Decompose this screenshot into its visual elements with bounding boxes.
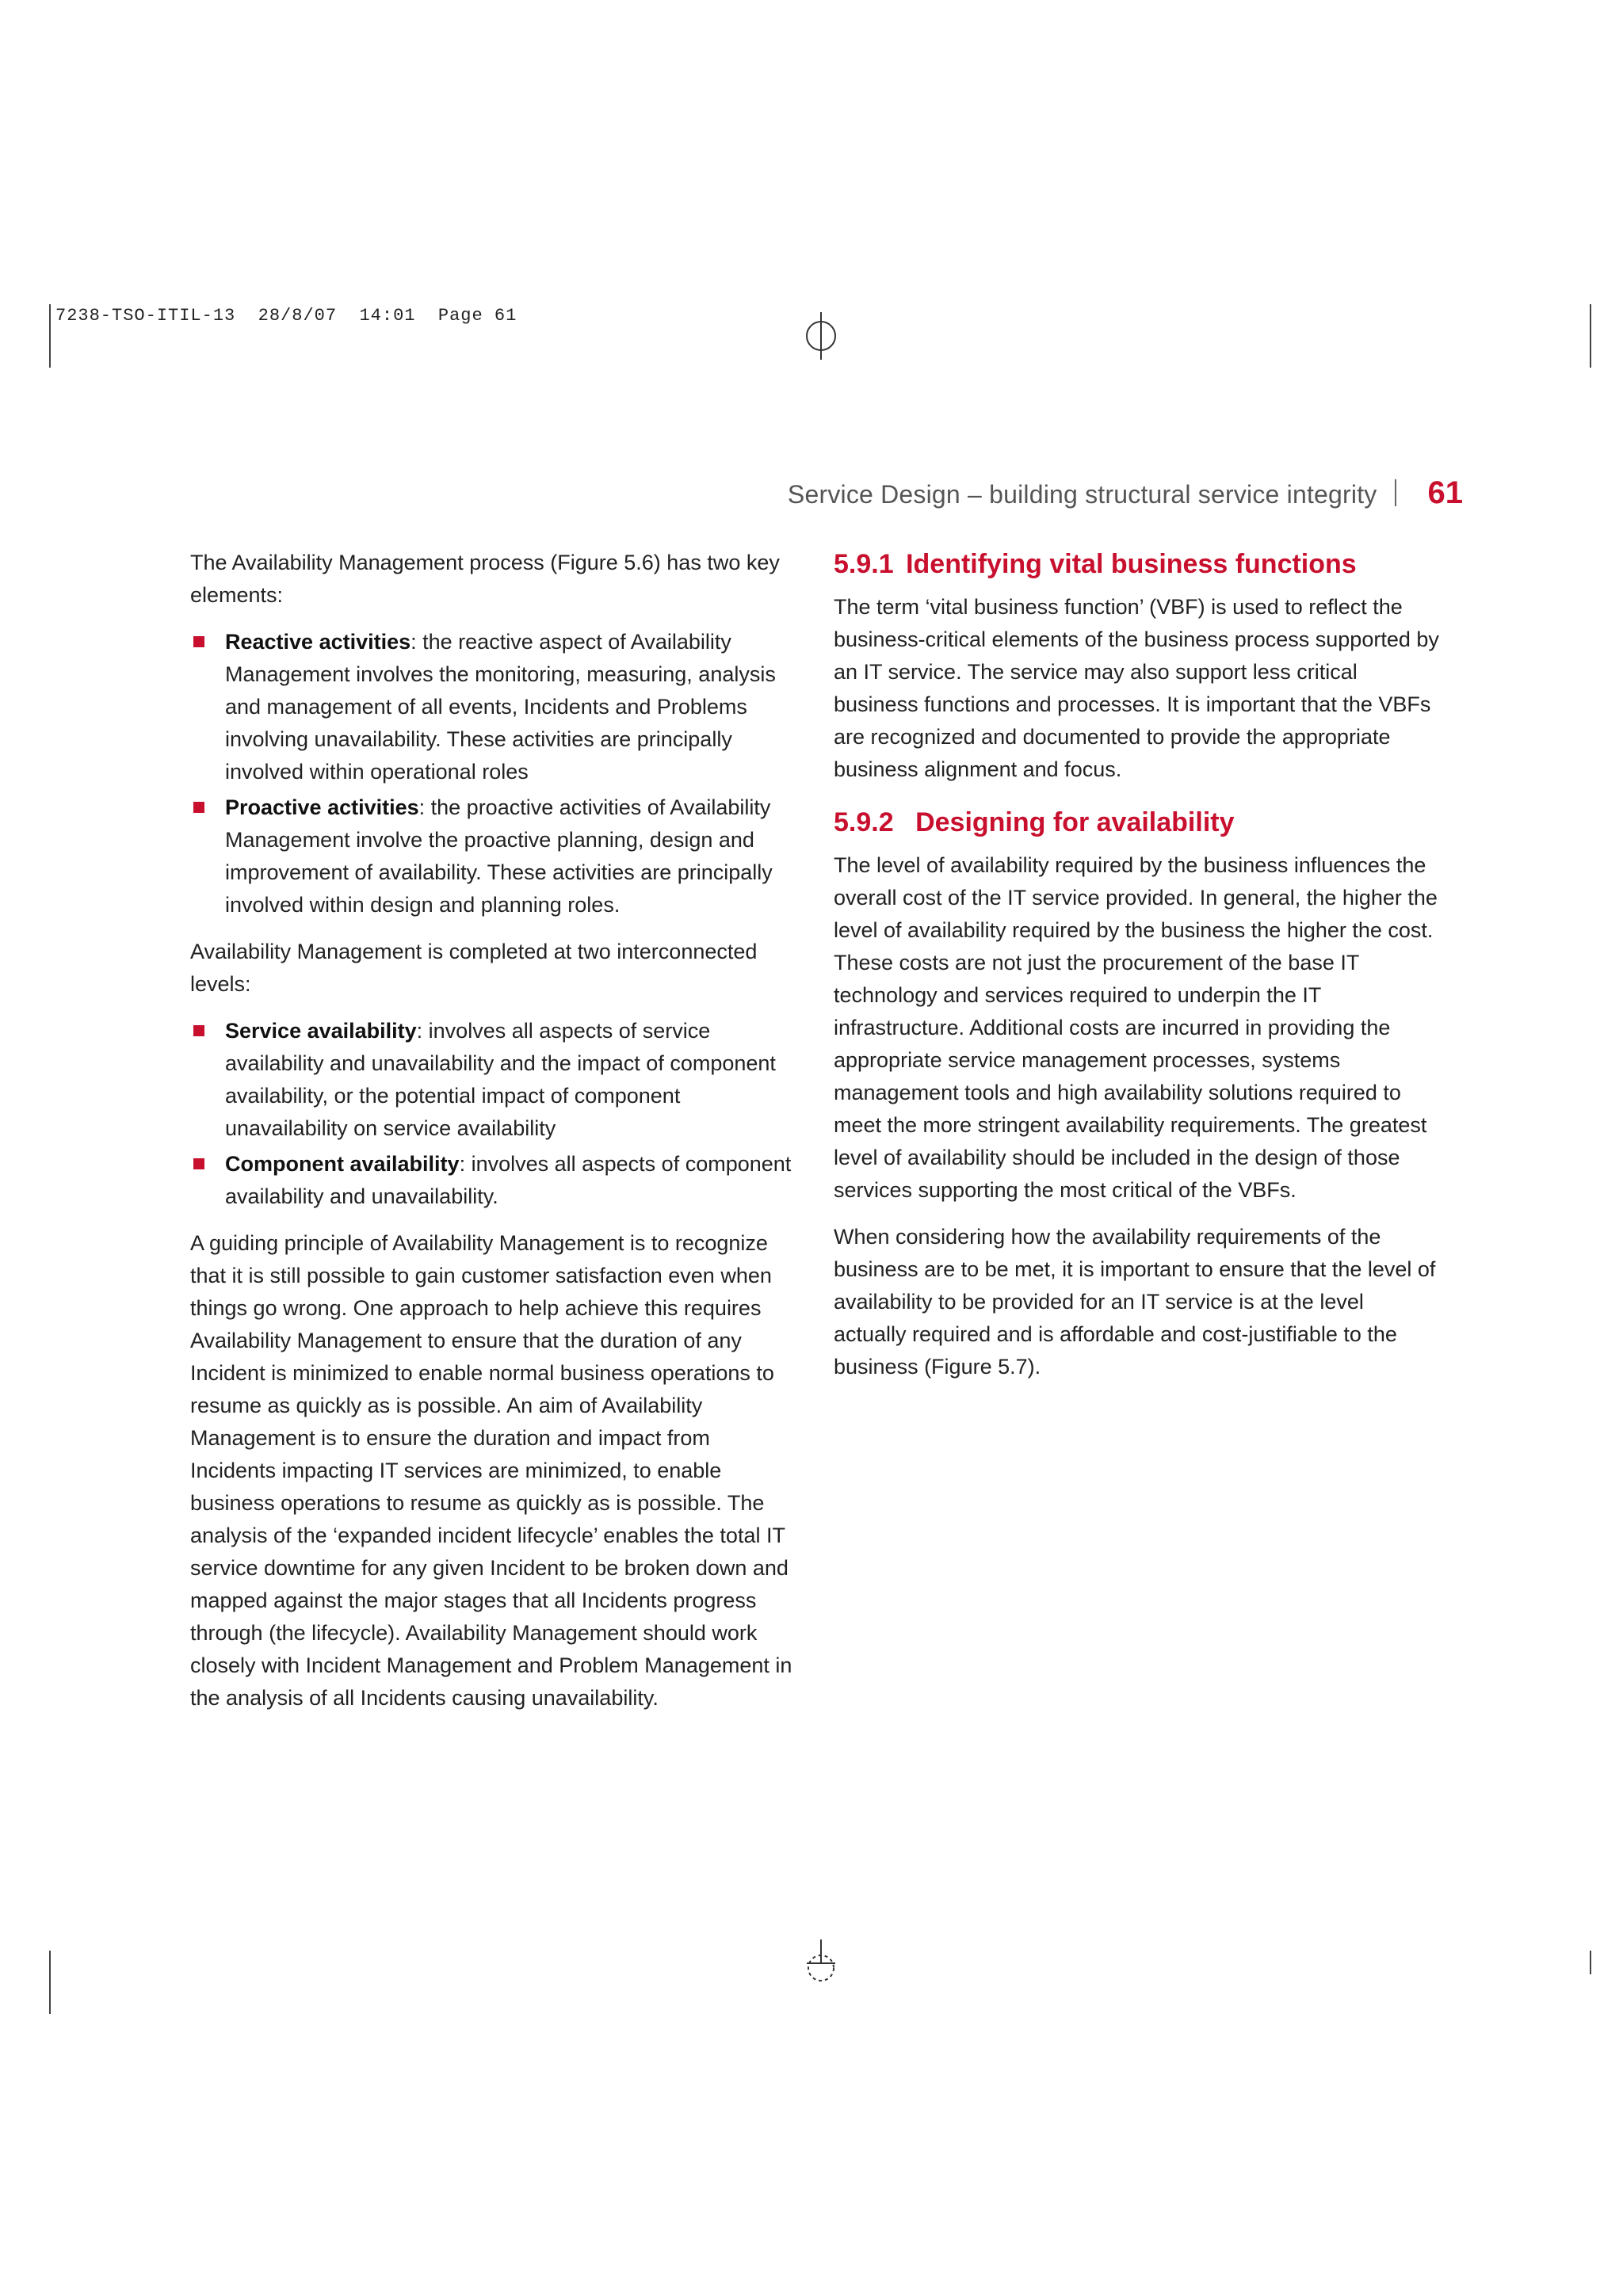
intro-paragraph: The Availability Management process (Figure 5.6) has two key elements: [190,551,780,607]
availability-cost-paragraph: The level of availability required by the business influences the overall cost of the IT service provided. In general, the higher the level of availability required by the business the higher the cost. These costs are not just the procurement of the base IT technology and services required to underpin the IT infrastructure. Additional costs are incurred in providing the appropriate service management processes, systems management tools and high availability solutions required to meet the more stringent availability requirements. The greatest level of availability should be included in the design of those services supporting the most critical of the VBFs. [834,853,1438,1202]
trim-mark-top-left [49,304,51,368]
section-number: 5.9.1 [834,549,894,579]
levels-paragraph: Availability Management is completed at two interconnected levels: [190,940,758,996]
principle-paragraph: A guiding principle of Availability Management is to recognize that it is still possible to gain customer satisfaction even when things go wrong. One approach to help achieve this requires Availability Management to ensure that the duration of any Incident is minimized to enable normal business operations to resume as quickly as is possible. An aim of Availability Management is to ensure the duration and impact from Incidents impacting IT services are minimized, to enable business operations to resume as quickly as is possible. The analysis of the ‘expanded incident lifecycle’ enables the total IT service downtime for any given Incident to be broken down and mapped against the major stages that all Incidents progress through (the lifecycle). Availability Management should work closely with Incident Management and Problem Management in the analysis of all Incidents causing unavailability. [190,1231,792,1710]
trim-mark-top-right [1590,304,1591,368]
list-item [190,626,792,788]
list-item [190,1148,792,1213]
section-title: Identifying vital business functions [906,549,1357,579]
left-column [190,547,792,1729]
section-heading-5-9-2 [834,805,1441,840]
page-number: 61 [1427,475,1463,510]
bullet-square-icon [193,1158,204,1169]
vbf-paragraph: The term ‘vital business function’ (VBF) is used to reflect the business-critical elements of the business process supported by an IT service. The service may also support less critical business functions and processes. It is important that the VBFs are recognized and documented to provide the appropriate business alignment and focus. [834,595,1439,781]
registration-mark-top-icon [804,312,838,360]
trim-mark-bottom-right [1590,1951,1591,1974]
section-heading-5-9-1 [834,547,1441,582]
bullet-square-icon [193,1025,204,1036]
trim-mark-bottom-left [49,1951,51,2014]
running-head [788,475,1463,511]
bullet-text: : the proactive activities of Availability Management involve the proactive planning, design and improvement of availability. These activities are principally involved within design and planning roles. [225,795,773,917]
section-title: Designing for availability [915,807,1235,837]
availability-requirements-paragraph: When considering how the availability requirements of the business are to be met, it is important to ensure that the level of availability to be provided for an IT service is at the level actually required and is affordable and cost-justifiable to the business (Figure 5.7). [834,1225,1436,1379]
right-column [834,547,1441,1398]
running-head-divider [1395,479,1396,506]
registration-mark-bottom-icon [804,1939,838,1987]
bullet-text: : involves all aspects of component availability and unavailability. [225,1152,792,1208]
list-item [190,1015,792,1145]
bullet-text: : involves all aspects of service availability and unavailability and the impact of component availability, or the potential impact of component unavailability on service availability [225,1019,776,1140]
section-number: 5.9.2 [834,807,894,837]
bullet-square-icon [193,802,204,813]
bullet-term: Proactive activities [225,795,419,819]
levels-list [190,1015,792,1213]
bullet-text: : the reactive aspect of Availability Management involves the monitoring, measuring, analysis and management of all events, Incidents and Problems involving unavailability. These activities are principally involved within operational roles [225,630,776,784]
list-item [190,791,792,921]
bullet-square-icon [193,636,204,647]
bullet-term: Component availability [225,1152,460,1176]
print-slug: 7238-TSO-ITIL-13 28/8/07 14:01 Page 61 [55,306,517,326]
bullet-term: Reactive activities [225,630,411,654]
running-head-title: Service Design – building structural service integrity [787,480,1377,509]
key-elements-list [190,626,792,921]
bullet-term: Service availability [225,1019,417,1043]
